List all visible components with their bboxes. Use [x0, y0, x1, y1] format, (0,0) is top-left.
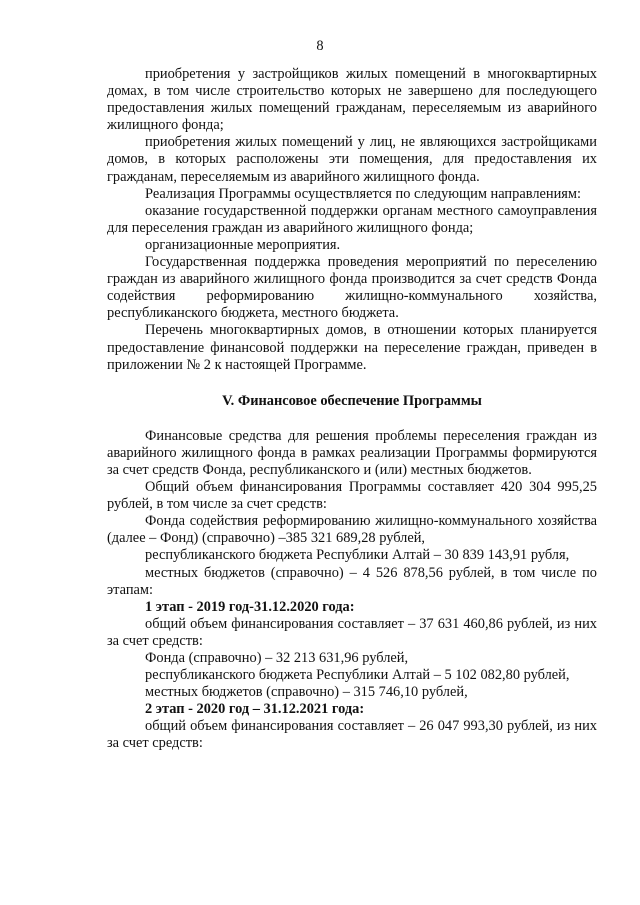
paragraph: Общий объем финансирования Программы составляет 420 304 995,25 рублей, в том числе за счет средств:: [107, 479, 597, 513]
paragraph: республиканского бюджета Республики Алтай – 30 839 143,91 рубля,: [145, 547, 570, 564]
paragraph: Перечень многоквартирных домов, в отношении которых планируется предоставление финансовой поддержки на переселение граждан, приведен в приложении № 2 к настоящей Программе.: [107, 322, 597, 373]
stage-2-title: 2 этап - 2020 год – 31.12.2021 года:: [145, 701, 365, 718]
paragraph: организационные мероприятия.: [145, 236, 341, 253]
stage-1-line: местных бюджетов (справочно) – 315 746,10 рублей,: [145, 684, 468, 701]
page-number: 8: [316, 38, 324, 54]
page-body: [107, 66, 597, 753]
paragraph: Финансовые средства для решения проблемы переселения граждан из аварийного жилищного фонда в рамках реализации Программы формируются за счет средств Фонда, республиканского и (или) местных бюджетов.: [107, 427, 597, 478]
paragraph: Государственная поддержка проведения мероприятий по переселению граждан из аварийного жилищного фонда производится за счет средств Фонда содействия реформированию жилищно-коммунального хозяйства, республиканского бюджета, местного бюджета.: [107, 254, 597, 322]
paragraph: оказание государственной поддержки органам местного самоуправления для переселения граждан из аварийного жилищного фонда;: [107, 202, 597, 236]
stage-1-line: республиканского бюджета Республики Алтай – 5 102 082,80 рублей,: [145, 667, 570, 684]
paragraph: приобретения у застройщиков жилых помещений в многоквартирных домах, в том числе строительство которых не завершено для последующего предоставления жилых помещений гражданам, переселяемым из аварийного жилищного фонда;: [107, 66, 597, 134]
stage-1-line: общий объем финансирования составляет – 37 631 460,86 рублей, из них за счет средств:: [107, 615, 597, 649]
stage-1-line: Фонда (справочно) – 32 213 631,96 рублей,: [145, 650, 409, 666]
section-heading: V. Финансовое обеспечение Программы: [222, 392, 482, 409]
paragraph: местных бюджетов (справочно) – 4 526 878,56 рублей, в том числе по этапам:: [107, 564, 597, 598]
paragraph: Фонда содействия реформированию жилищно-коммунального хозяйства (далее – Фонд) (справочно) –385 321 689,28 рублей,: [107, 513, 597, 547]
paragraph: приобретения жилых помещений у лиц, не являющихся застройщиками домов, в которых расположены эти помещения, для предоставления их гражданам, переселяемым из аварийного жилищного фонда.: [107, 134, 597, 185]
paragraph: Реализация Программы осуществляется по следующим направлениям:: [145, 185, 582, 202]
stage-1-title: 1 этап - 2019 год-31.12.2020 года:: [145, 598, 355, 615]
stage-2-line: общий объем финансирования составляет – 26 047 993,30 рублей, из них за счет средств:: [107, 718, 597, 752]
